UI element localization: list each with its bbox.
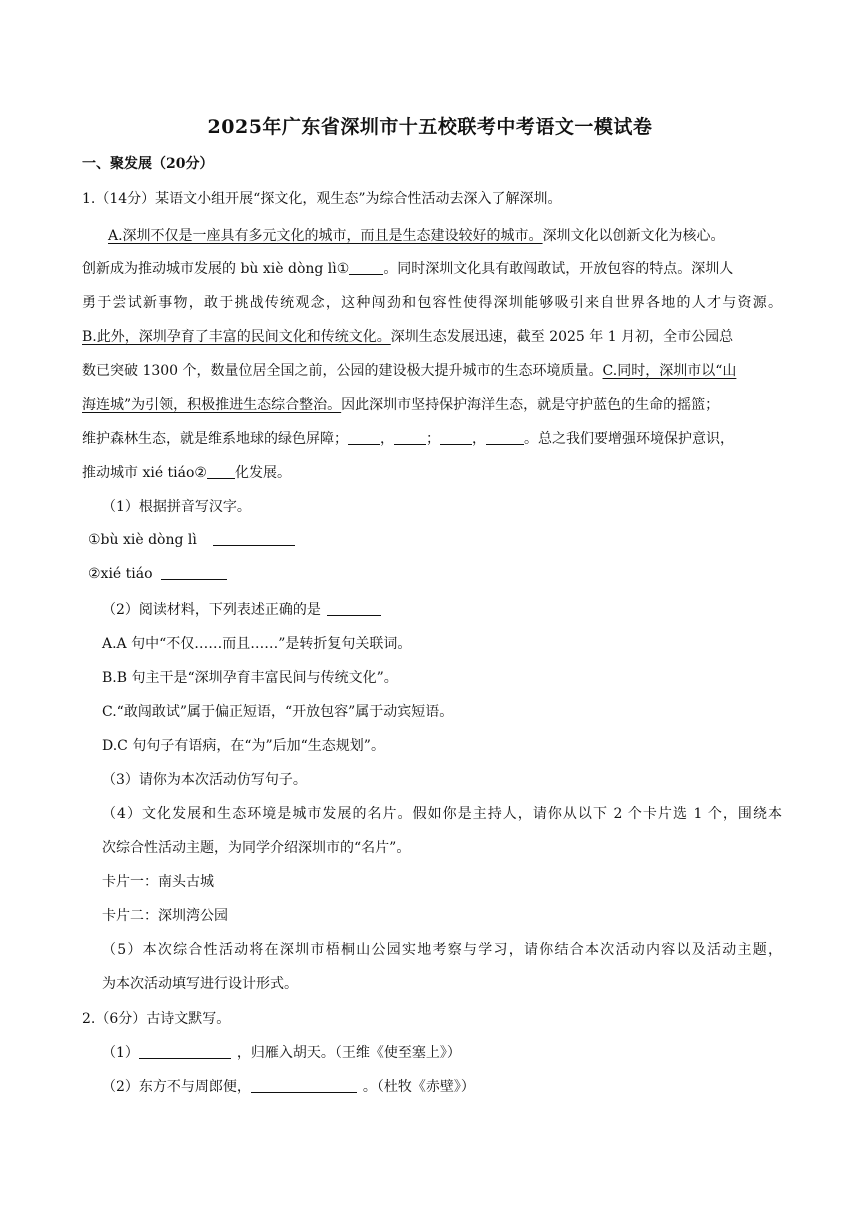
sentence-c-start: C.同时，深圳市以“山 [602,363,737,379]
q2-item-1: （1） ，归雁入胡天。（王维《使至塞上》） [102,1045,461,1061]
blank-1 [349,260,383,275]
answer-blank-1a[interactable] [213,531,295,546]
option-a: A.A 句中“不仅……而且……”是转折复句关联词。 [102,636,412,652]
q1-passage-line-8: 推动城市 xié tiáo② 化发展。 [82,465,291,481]
sub-question-2: （2）阅读材料，下列表述正确的是 [102,599,802,619]
blank-2 [348,430,380,445]
answer-blank-2[interactable] [327,601,381,616]
q1-passage-line-5: 数已突破 1300 个，数量位居全国之前，公园的建设极大提升城市的生态环境质量。C.同时，深圳市以“山 [82,363,737,379]
sentence-a: A.深圳不仅是一座具有多元文化的城市，而且是生态建设较好的城市。 [108,228,543,244]
blank-3 [394,430,426,445]
answer-blank-1b[interactable] [161,565,227,580]
sub-question-4-line-2: 次综合性活动主题，为同学介绍深圳市的“名片”。 [102,840,411,856]
poem-blank-1[interactable] [139,1044,231,1059]
sub-question-4-line-1: （4）文化发展和生态环境是城市发展的名片。假如你是主持人，请你从以下 2 个卡片选 1 个，围绕本 [102,806,782,822]
q1-passage-line-2: 创新成为推动城市发展的 bù xiè dòng lì① 。同时深圳文化具有敢闯敢试，开放包容的特点。深圳人 [82,261,734,277]
blank-5 [486,430,524,445]
sub-question-1: （1）根据拼音写汉字。 [102,499,251,515]
q1-passage-line-3: 勇于尝试新事物，敢于挑战传统观念，这种闯劲和包容性使得深圳能够吸引来自世界各地的人才与资源。 [82,295,782,311]
option-d: D.C 句句子有语病，在“为”后加“生态规划”。 [102,738,385,754]
q1-passage-line-7: 维护森林生态，就是维系地球的绿色屏障； ， ； ， 。总之我们要增强环境保护意识， [82,431,734,447]
option-c: C.“敢闯敢试”属于偏正短语，“开放包容”属于动宾短语。 [102,704,454,720]
sentence-b: B.此外，深圳孕育了丰富的民间文化和传统文化。 [82,329,391,345]
card-two: 卡片二：深圳湾公园 [102,908,228,924]
sub-question-5-line-2: 为本次活动填写进行设计形式。 [102,976,298,992]
q2-item-2: （2）东方不与周郎便， 。（杜牧《赤壁》） [102,1079,475,1095]
blank-4 [440,430,472,445]
card-one: 卡片一：南头古城 [102,874,214,890]
sub-question-1b: ②xié tiáo [88,565,788,582]
sub-question-3: （3）请你为本次活动仿写句子。 [102,772,307,788]
q2-stem: 2.（6分）古诗文默写。 [82,1011,231,1027]
sub-question-1a: ①bù xiè dòng lì [88,531,788,548]
sentence-c-end: 海连城”为引领，积极推进生态综合整治。 [82,397,342,413]
q1-passage-line-4: B.此外，深圳孕育了丰富的民间文化和传统文化。深圳生态发展迅速，截至 2025 年 1 月初，全市公园总 [82,329,734,345]
q1-passage-line-1: A.深圳不仅是一座具有多元文化的城市，而且是生态建设较好的城市。深圳文化以创新文化为核心。 [108,228,725,244]
sub-question-5-line-1: （5）本次综合性活动将在深圳市梧桐山公园实地考察与学习，请你结合本次活动内容以及活动主题， [102,942,782,958]
poem-blank-2[interactable] [251,1078,357,1093]
q1-passage-line-6: 海连城”为引领，积极推进生态综合整治。因此深圳市坚持保护海洋生态，就是守护蓝色的生命的摇篮； [82,397,720,413]
q1-stem: 1.（14分）某语文小组开展“探文化，观生态”为综合性活动去深入了解深圳。 [82,191,562,207]
exam-title: 2025年广东省深圳市十五校联考中考语文一模试卷 [207,116,653,138]
section-heading: 一、聚发展（20分） [82,156,214,172]
blank-6 [207,464,235,479]
option-b: B.B 句主干是“深圳孕育丰富民间与传统文化”。 [102,670,398,686]
